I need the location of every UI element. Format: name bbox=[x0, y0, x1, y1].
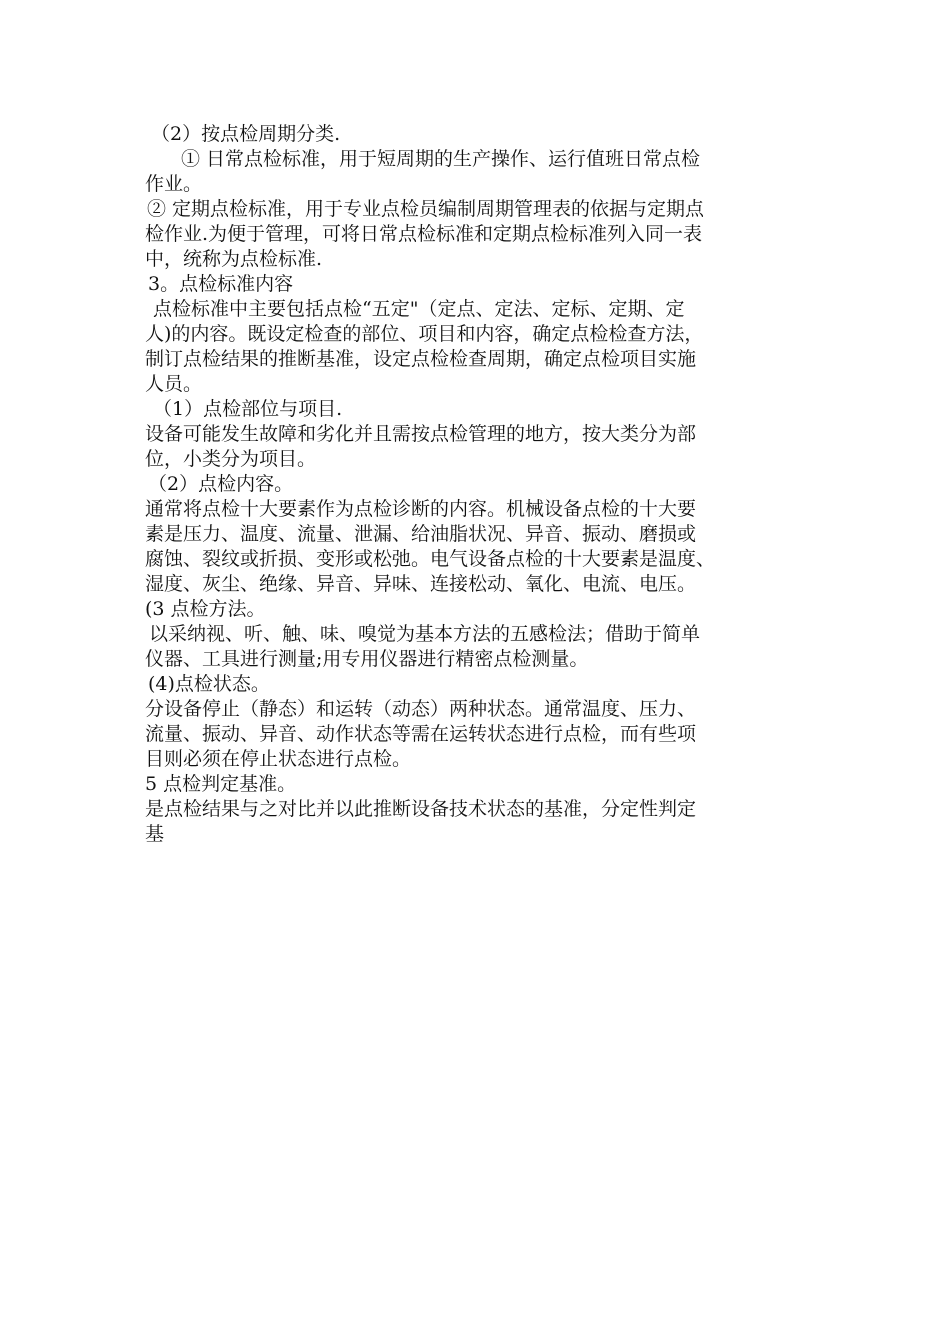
paragraph-line: 素是压力、温度、流量、泄漏、给油脂状况、异音、振动、磨损或 bbox=[145, 523, 697, 545]
paragraph-line: 制订点检结果的推断基准，设定点检检查周期，确定点检项目实施 bbox=[145, 348, 697, 370]
paragraph-line: ② 定期点检标准，用于专业点检员编制周期管理表的依据与定期点 bbox=[147, 198, 705, 220]
paragraph-line: 湿度、灰尘、绝缘、异音、异味、连接松动、氧化、电流、电压。 bbox=[145, 573, 697, 595]
paragraph-line: 仪器、工具进行测量;用专用仪器进行精密点检测量。 bbox=[145, 648, 589, 670]
heading-standard-content: 3。点检标准内容 bbox=[148, 273, 294, 295]
heading-inspection-method: (3 点检方法。 bbox=[145, 598, 266, 620]
paragraph-line: 检作业.为便于管理，可将日常点检标准和定期点检标准列入同一表 bbox=[145, 223, 703, 245]
paragraph-line: 是点检结果与之对比并以此推断设备技术状态的基准，分定性判定 bbox=[145, 798, 697, 820]
heading-cycle-classification: （2）按点检周期分类. bbox=[151, 123, 341, 145]
paragraph-line: 点检标准中主要包括点检“五定"（定点、定法、定标、定期、定 bbox=[153, 298, 685, 320]
document-body bbox=[145, 122, 835, 847]
paragraph-line: ① 日常点检标准，用于短周期的生产操作、运行值班日常点检 bbox=[181, 148, 701, 170]
paragraph-line: 基 bbox=[145, 823, 165, 845]
paragraph-line: 人员。 bbox=[145, 373, 203, 395]
heading-judgment-standard: 5 点检判定基准。 bbox=[145, 773, 297, 795]
paragraph-line: 以采纳视、听、触、味、嗅觉为基本方法的五感检法；借助于简单 bbox=[149, 623, 701, 645]
paragraph-line: 位，小类分为项目。 bbox=[145, 448, 317, 470]
paragraph-line: 中，统称为点检标准. bbox=[145, 248, 323, 270]
paragraph-line: 分设备停止（静态）和运转（动态）两种状态。通常温度、压力、 bbox=[145, 698, 697, 720]
heading-location-items: （1）点检部位与项目. bbox=[153, 398, 343, 420]
paragraph-line: 设备可能发生故障和劣化并且需按点检管理的地方，按大类分为部 bbox=[145, 423, 697, 445]
paragraph-line: 流量、振动、异音、动作状态等需在运转状态进行点检，而有些项 bbox=[145, 723, 697, 745]
paragraph-line: 目则必须在停止状态进行点检。 bbox=[145, 748, 412, 770]
paragraph-line: 作业。 bbox=[145, 173, 203, 195]
heading-inspection-state: (4)点检状态。 bbox=[148, 673, 270, 695]
paragraph-line: 腐蚀、裂纹或折损、变形或松弛。电气设备点检的十大要素是温度、 bbox=[145, 548, 716, 570]
paragraph-line: 通常将点检十大要素作为点检诊断的内容。机械设备点检的十大要 bbox=[145, 498, 697, 520]
paragraph-line: 人)的内容。既设定检查的部位、项目和内容，确定点检检查方法， bbox=[145, 323, 704, 345]
heading-inspection-content: （2）点检内容。 bbox=[148, 473, 294, 495]
